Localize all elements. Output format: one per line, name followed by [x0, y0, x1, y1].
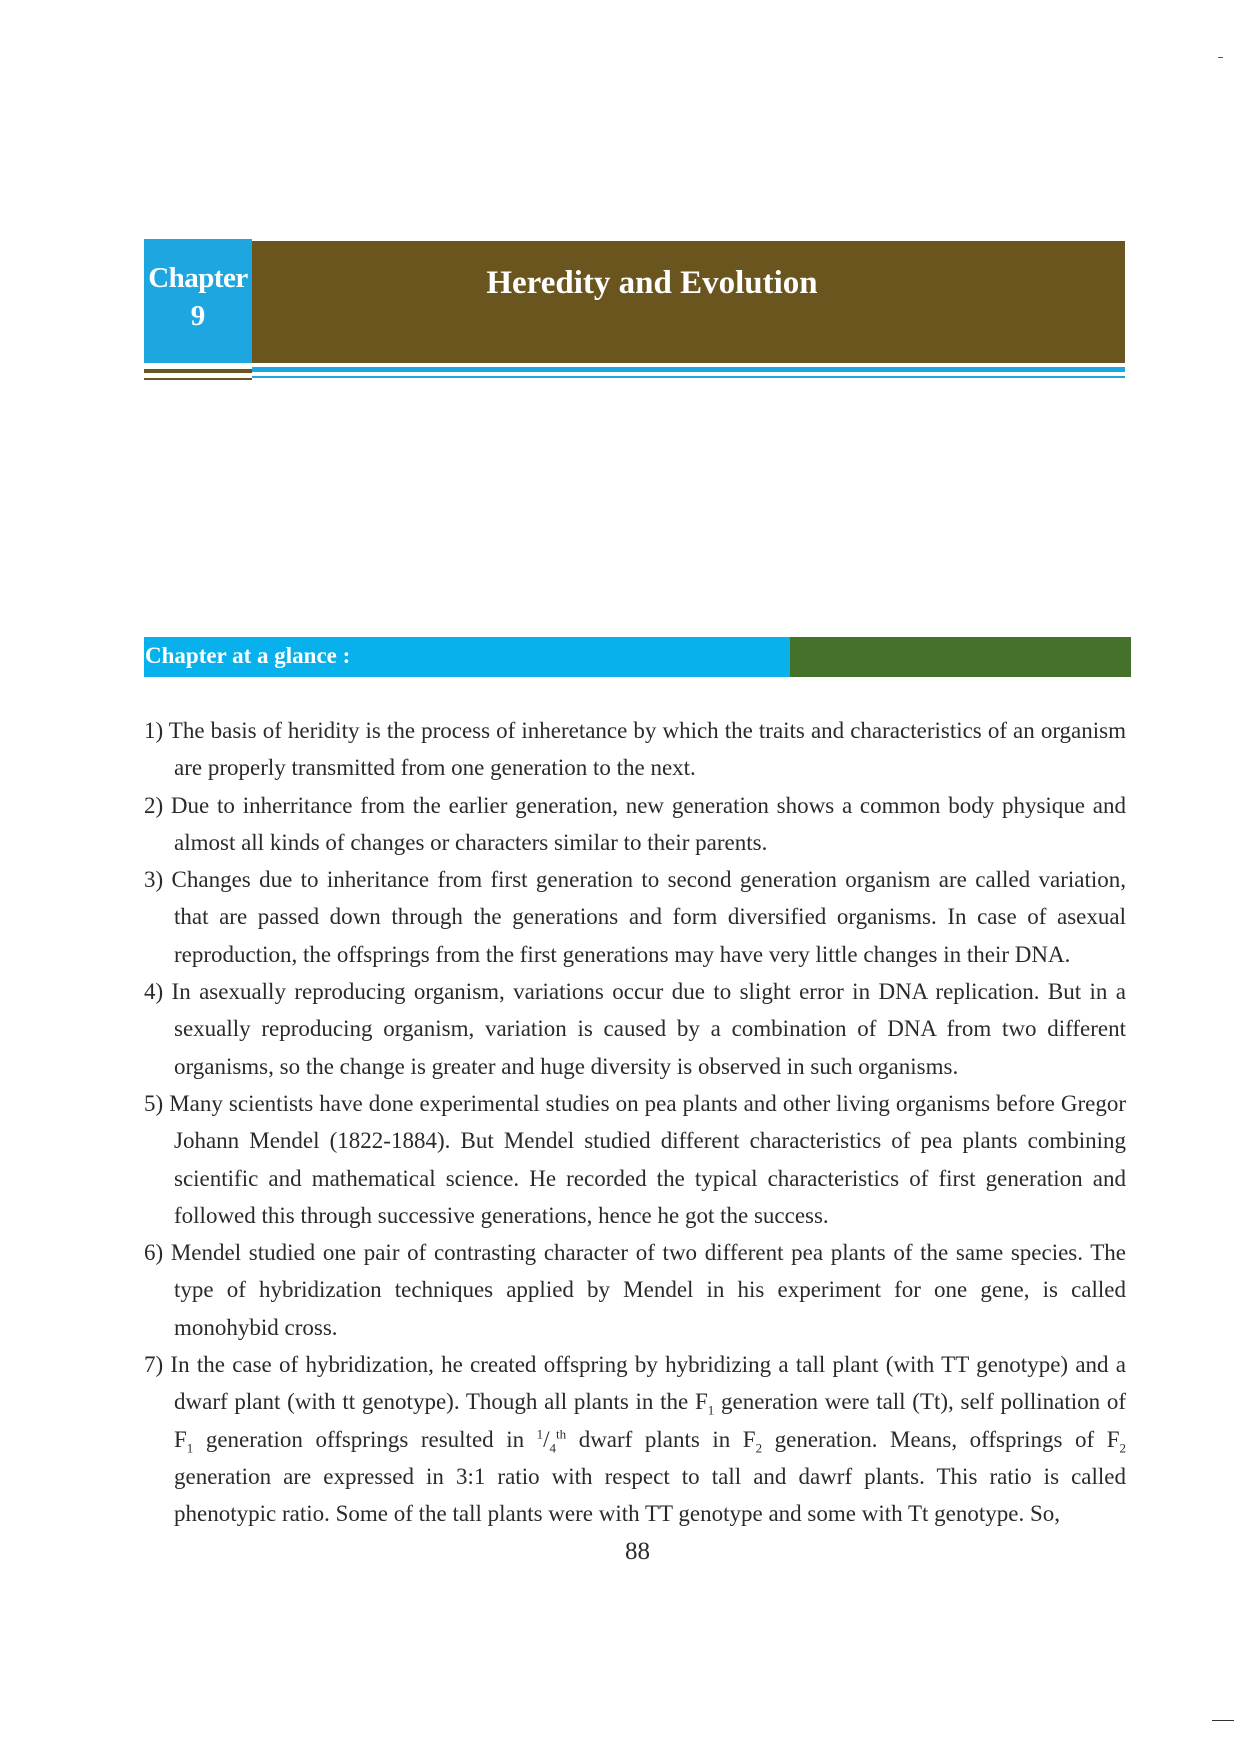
item7-text: 7) In the case of hybridization, he created offspring by hybridizing a tall plant (with TT genotype) and a dwarf plant (with tt genotype). Though all plants in the F: [144, 1352, 1126, 1415]
subscript: 2: [755, 1440, 763, 1456]
item7-text: generation offsprings resulted in: [193, 1426, 537, 1452]
crop-mark-bottom: [1212, 1720, 1234, 1721]
list-item: 2) Due to inherritance from the earlier generation, new generation shows a common body physique and almost all kinds of changes or characters similar to their parents.: [144, 792, 1126, 855]
item7-text: generation. Means, offsprings of F: [762, 1426, 1120, 1452]
chapter-number: 9: [190, 300, 206, 332]
item7-text: generation are expressed in 3:1 ratio with respect to tall and dawrf plants. This ratio is called phenotypic ratio. Some of the tall plants were with TT genotype and some with Tt genotype. So,: [174, 1463, 1126, 1527]
list-item: 3) Changes due to inheritance from first generation to second generation organism are called variation, that are passed down through the generations and form diversified organisms. In case of asexual reproduction, the offsprings from the first generations may have very little changes in their DNA.: [144, 867, 1126, 967]
header-rule-blue-thin: [252, 376, 1125, 378]
item7-text: generation were tall (Tt), self pollination of F: [174, 1389, 1127, 1452]
list-item: 5) Many scientists have done experimental studies on pea plants and other living organisms before Gregor Johann Mendel (1822-1884). But Mendel studied different characteristics of pea plants combining scientific and mathematical science. He recorded the typical characteristics of first generation and followed this through successive generations, hence he got the success.: [144, 1090, 1126, 1228]
list-item: [144, 1346, 1126, 1532]
header-rule-blue-thick: [252, 367, 1125, 372]
list-item: 1) The basis of heridity is the process of inheretance by which the traits and characteristics of an organism are properly transmitted from one generation to the next.: [144, 718, 1126, 781]
header-rule-brown-thin: [144, 378, 252, 380]
section-banner-green: [790, 637, 1131, 677]
crop-mark-top: [1218, 57, 1223, 58]
fraction-denominator: 4: [549, 1440, 557, 1456]
subscript: 1: [186, 1440, 194, 1456]
subscript: 2: [1119, 1440, 1126, 1456]
chapter-number-box: [144, 239, 252, 363]
subscript: 1: [707, 1402, 715, 1418]
page-number: 88: [625, 1538, 650, 1565]
list-item: 4) In asexually reproducing organism, variations occur due to slight error in DNA replication. But in a sexually reproducing organism, variation is caused by a combination of DNA from two different organisms, so the change is greater and huge diversity is observed in such organisms.: [144, 979, 1126, 1079]
summary-list: [144, 712, 1126, 1533]
item7-text: dwarf plants in F: [566, 1426, 756, 1452]
ordinal-suffix: th: [556, 1425, 567, 1441]
section-heading: Chapter at a glance :: [145, 643, 351, 668]
fraction-numerator: 1: [536, 1425, 544, 1441]
chapter-title-bar: [252, 241, 1125, 363]
chapter-label: Chapter: [148, 262, 248, 294]
fraction-slash: /: [543, 1426, 550, 1452]
list-item: 6) Mendel studied one pair of contrasting character of two different pea plants of the same species. The type of hybridization techniques applied by Mendel in his experiment for one gene, is called monohybid cross.: [144, 1240, 1126, 1340]
header-rule-brown-thick: [144, 369, 252, 373]
chapter-title: Heredity and Evolution: [486, 265, 818, 301]
